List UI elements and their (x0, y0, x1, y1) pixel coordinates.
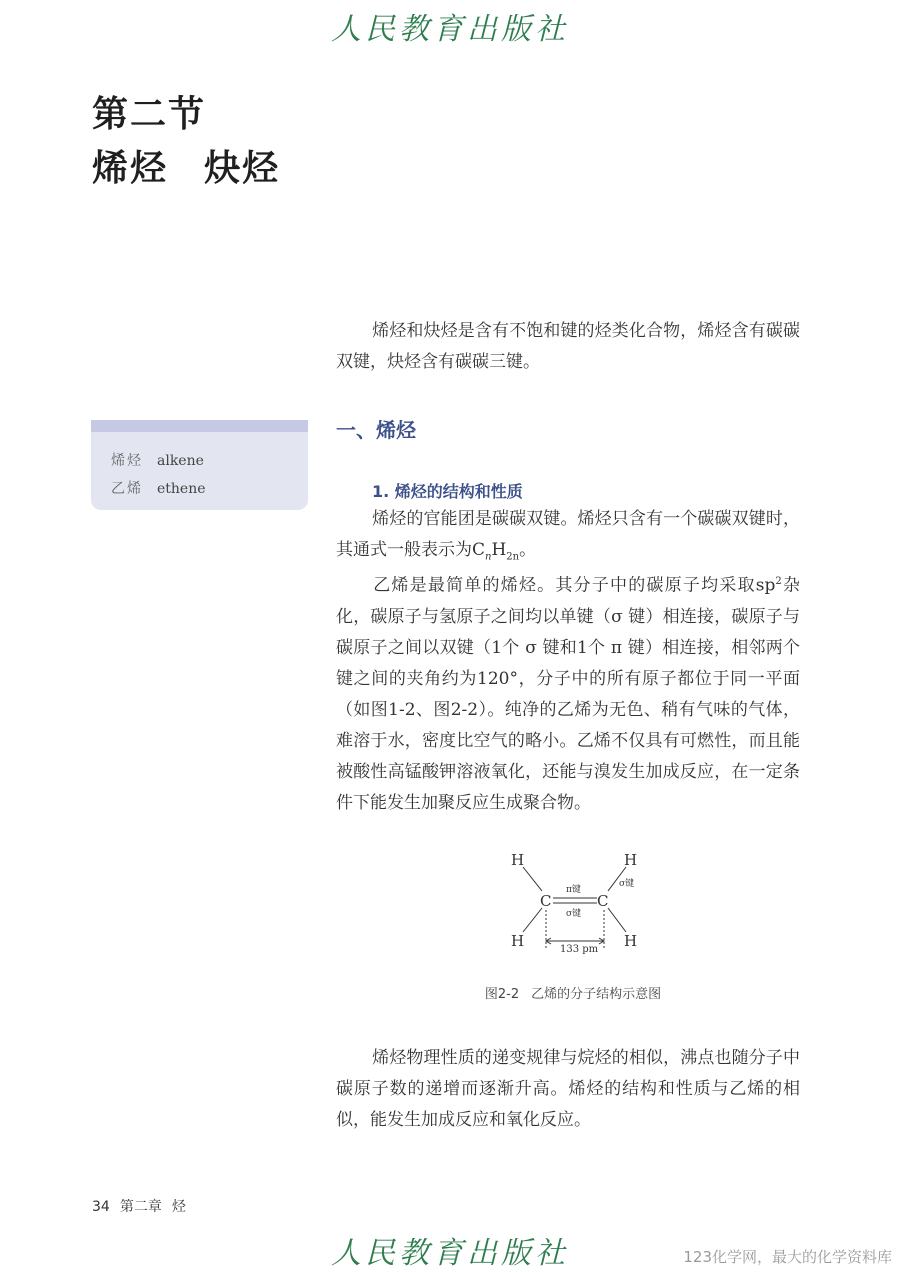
sigma-ch-bond-label: σ键 (619, 879, 635, 889)
bond-ch-bottom-left (523, 908, 542, 932)
atom-h-bottom-right: H (624, 932, 638, 950)
section-number: 第二节 (92, 93, 207, 135)
intro-paragraph: 烯烃和炔烃是含有不饱和键的烃类化合物，烯烃含有碳碳双键，炔烃含有碳碳三键。 (336, 321, 800, 372)
atom-c-left: C (540, 892, 552, 910)
section-title-alkene: 烯烃 (92, 147, 169, 189)
vocabulary-box-header-bar (91, 420, 308, 432)
atom-h-bottom-left: H (511, 932, 525, 950)
atom-h-top-right: H (624, 851, 638, 869)
pi-bond-label: π键 (566, 885, 581, 895)
sigma-bond-label: σ键 (566, 909, 582, 919)
vocab-item: 乙烯 ethene (111, 481, 206, 497)
paragraph-physical-properties: 烯烃物理性质的递变规律与烷烃的相似，沸点也随分子中碳原子数的递增而逐渐升高。烯烃的结构和性质与乙烯的相似，能发生加成反应和氧化反应。 (336, 1048, 800, 1130)
subheading-structure-properties: 1. 烯烃的结构和性质 (372, 482, 523, 501)
paragraph-ethene: 乙烯是最简单的烯烃。其分子中的碳原子均采取$sp^2$杂化，碳原子与氢原子之间均以单键（σ 键）相连接，碳原子与碳原子之间以双键（1个 σ 键和1个 π 键）相连接，相邻两个键之间的夹角约为120°，分子中的所有原子都位于同一平面（如图1-2、图2-2）。纯净的乙烯为无色、稍有气味的气体，难溶于水，密度比空气的略小。乙烯不仅具有可燃性，而且能被酸性高锰酸钾溶液氧化，还能与溴发生加成反应，在一定条件下能发生加聚反应生成聚合物。 (336, 575, 800, 813)
ethene-structure-diagram (500, 846, 650, 964)
page-number: 34 (92, 1199, 110, 1215)
section-title-alkyne: 炔烃 (204, 147, 281, 189)
publisher-logo-bottom: 人民教育出版社 (331, 1236, 569, 1271)
atom-c-right: C (597, 892, 609, 910)
figure-caption: 图2-2 乙烯的分子结构示意图 (484, 987, 662, 1002)
page-footer (92, 1196, 186, 1216)
chapter-label: 第二章 (119, 1199, 162, 1215)
publisher-logo-top: 人民教育出版社 (331, 12, 569, 47)
bond-length-label: 133 pm (560, 944, 599, 955)
atom-h-top-left: H (511, 851, 525, 869)
vocabulary-box (91, 420, 308, 510)
chapter-title: 烃 (171, 1199, 186, 1215)
bond-ch-top-left (523, 867, 542, 891)
heading-alkenes: 一、烯烃 (336, 418, 416, 442)
paragraph-functional-group: 烯烃的官能团是碳碳双键。烯烃只含有一个碳碳双键时，其通式一般表示为$C_nH_{2n}$。 (336, 509, 800, 563)
watermark-text: 123化学网，最大的化学资料库 (683, 1248, 892, 1266)
section-title (92, 140, 280, 191)
vocab-item: 烯烃 alkene (111, 453, 204, 469)
bond-ch-bottom-right (608, 908, 626, 932)
